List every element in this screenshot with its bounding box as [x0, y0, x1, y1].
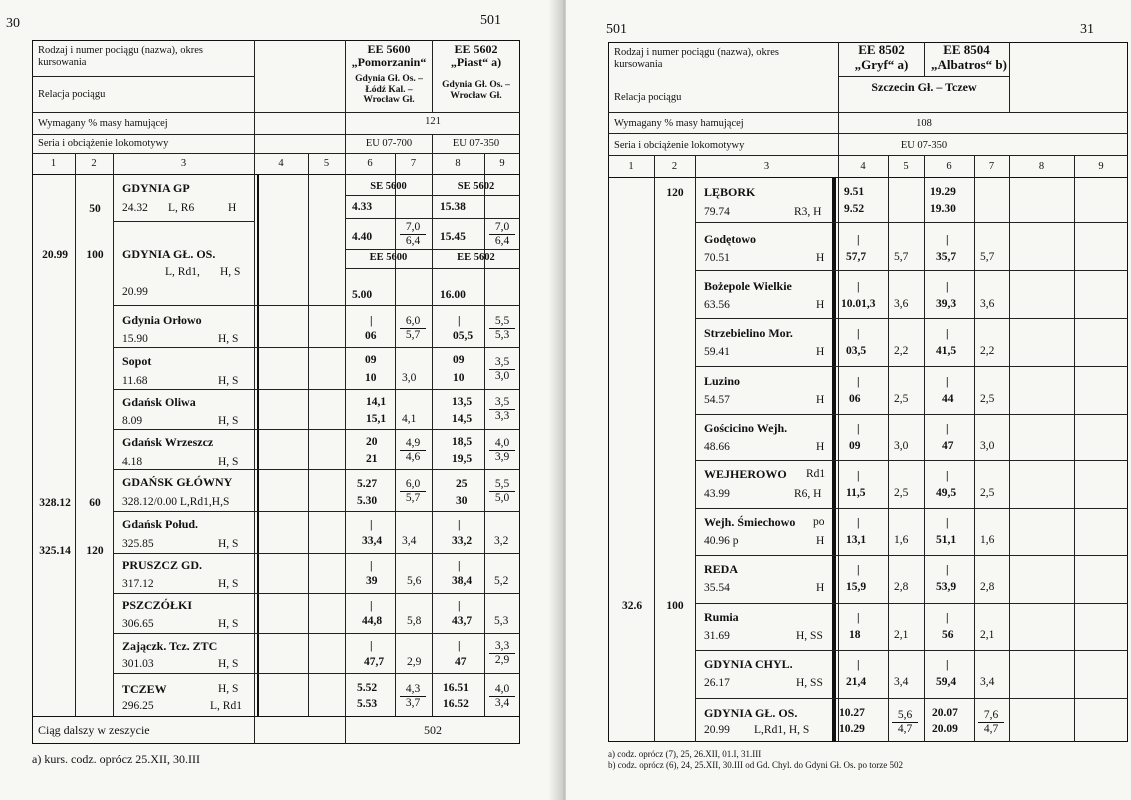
station-name: Luzino — [704, 374, 741, 388]
train-subnumber: SE 5600 — [370, 181, 407, 192]
time: 10 — [453, 372, 465, 384]
footnote-b: b) codz. oprócz (6), 24, 25.XII, 30.III od Gd. Chyl. do Gdyni Gł. Os. po torze 502 — [608, 760, 903, 770]
time: 10.29 — [839, 723, 865, 735]
station-code: H, S — [218, 578, 239, 590]
station-code: H — [816, 441, 825, 453]
pass-mark: | — [857, 659, 860, 671]
train-subnumber: EE 5600 — [369, 252, 408, 263]
run-time: 2,5 — [894, 487, 909, 499]
station-name: LĘBORK — [704, 185, 756, 199]
run-time-fraction: $\frac{5,5}{5,0}$ — [489, 478, 515, 505]
station-km: 8.09 — [122, 415, 143, 427]
train-name: „Piast“ a) — [450, 55, 502, 69]
col-num: 1 — [50, 158, 57, 169]
col-num: 2 — [671, 161, 678, 172]
train-number: EE 8504 — [943, 42, 990, 57]
station-name: Strzebielino Mor. — [704, 326, 793, 340]
col-num: 5 — [323, 158, 330, 169]
station-name: Gdańsk Połud. — [122, 517, 199, 531]
station-name: Wejh. Śmiechowo — [704, 515, 796, 529]
footnote: a) kurs. codz. oprócz 25.XII, 30.III — [32, 752, 200, 766]
footnote-a: a) codz. oprócz (7), 25, 26.XII, 01.I, 31.III — [608, 749, 762, 759]
station-km: 11.68 — [122, 375, 148, 387]
time: 5.53 — [357, 698, 378, 710]
speed-value: 120 — [666, 187, 684, 199]
time: 44 — [942, 393, 954, 405]
station-code: H — [816, 582, 825, 594]
pass-mark: | — [946, 612, 949, 624]
pass-mark: | — [458, 315, 461, 327]
station-code: L,Rd1, H, S — [754, 724, 810, 736]
run-time: 1,6 — [894, 534, 909, 546]
time: 18,5 — [452, 436, 473, 448]
pass-mark: | — [458, 560, 461, 572]
time: 09 — [365, 354, 377, 366]
train-number: EE 5602 — [454, 42, 498, 56]
run-time: 2,5 — [894, 393, 909, 405]
run-time-fraction: $\frac{5,6}{4,7}$ — [892, 709, 918, 736]
time: 20.09 — [932, 723, 958, 735]
station-name: WEJHEROWO — [704, 467, 787, 481]
time: 39,3 — [936, 298, 957, 310]
time: 9.51 — [844, 186, 865, 198]
time: 14,5 — [452, 413, 473, 425]
station-km: 54.57 — [704, 394, 730, 406]
time: 19.29 — [930, 186, 956, 198]
col-num: 9 — [1098, 161, 1104, 172]
station-km: 43.99 — [704, 488, 730, 500]
time: 10.01,3 — [841, 298, 876, 310]
run-time: 2,1 — [980, 629, 995, 641]
header-brake-label: Wymagany % masy hamującej — [614, 118, 744, 129]
station-km: 15.90 — [122, 333, 148, 345]
time: 15.38 — [440, 201, 466, 213]
train-name: „Gryf“ a) — [854, 57, 909, 72]
station-code: H — [816, 535, 825, 547]
station-km: 24.32 — [122, 202, 148, 214]
train-name: „Albatros“ b) — [931, 57, 1007, 72]
relation-value: Szczecin Gł. – Tczew — [871, 80, 977, 94]
run-time: 3,4 — [402, 535, 417, 547]
train-number: EE 8502 — [858, 42, 905, 57]
pass-mark: | — [857, 234, 860, 246]
station-code: H, S — [220, 266, 241, 278]
station-code: H, SS — [796, 677, 823, 689]
km-value: 325.14 — [39, 545, 71, 557]
run-time-fraction: $\frac{4,0}{3,9}$ — [489, 437, 515, 464]
time: 5.00 — [352, 289, 373, 301]
col-num: 8 — [455, 158, 461, 169]
run-time: 4,1 — [402, 413, 417, 425]
time: 4.33 — [352, 201, 373, 213]
station-km: 79.74 — [704, 206, 730, 218]
station-code: H, S — [218, 538, 239, 550]
run-time: 3,6 — [980, 298, 995, 310]
km-value: 328.12 — [39, 497, 71, 509]
station-code: H, S — [218, 333, 239, 345]
run-time-fraction: $\frac{7,0}{6,4}$ — [489, 221, 515, 248]
run-time: 3,4 — [980, 676, 995, 688]
station-info: L, R6 — [168, 202, 195, 214]
col-num: 8 — [1038, 161, 1045, 172]
col-num: 4 — [278, 158, 284, 169]
right-page — [566, 0, 1131, 800]
train-subnumber: SE 5602 — [457, 181, 495, 192]
station-code: H — [816, 394, 825, 406]
run-time: 2,2 — [894, 345, 909, 357]
train-name: „Pomorzanin“ — [351, 55, 427, 69]
time: 49,5 — [936, 487, 957, 499]
run-time-fraction: $\frac{7,0}{6,4}$ — [400, 221, 426, 248]
time: 16.51 — [443, 682, 469, 694]
station-name: Godętowo — [704, 232, 756, 246]
station-name: GDYNIA GŁ. OS. — [704, 706, 798, 720]
time: 39 — [366, 575, 378, 587]
run-time-fraction: $\frac{4,0}{3,4}$ — [489, 683, 515, 710]
station-name: Rumia — [704, 610, 739, 624]
series-value: EU 07-350 — [900, 140, 948, 151]
station-km: 328.12/0.00 L,Rd1,H,S — [122, 496, 230, 508]
col-num: 7 — [410, 158, 417, 169]
run-time: 5,6 — [407, 575, 422, 587]
pass-mark: | — [857, 328, 860, 340]
run-time-fraction: $\frac{5,5}{5,3}$ — [489, 315, 515, 342]
time: 57,7 — [846, 251, 867, 263]
run-time: 2,5 — [980, 487, 995, 499]
station-km: 301.03 — [122, 658, 154, 670]
run-time: 2,5 — [980, 393, 995, 405]
pass-mark: | — [857, 470, 860, 482]
time: 18 — [849, 629, 861, 641]
col-num: 1 — [628, 161, 634, 172]
run-time: 2,1 — [894, 629, 909, 641]
station-km: 306.65 — [122, 618, 154, 630]
time: 21,4 — [846, 676, 867, 688]
time: 30 — [456, 495, 468, 507]
km-value: 32.6 — [621, 600, 643, 612]
station-code: R6, H — [794, 488, 822, 500]
header-relation-label: Relacja pociągu — [38, 89, 106, 100]
series-value: EU 07-700 — [365, 138, 413, 149]
station-code: H, S — [218, 683, 239, 695]
time: 47,7 — [364, 656, 385, 668]
col-num: 7 — [988, 161, 995, 172]
station-km: 296.25 — [122, 700, 154, 712]
station-km: 70.51 — [704, 252, 730, 264]
col-num: 6 — [946, 161, 952, 172]
run-time: 2,8 — [980, 581, 995, 593]
pass-mark: | — [857, 281, 860, 293]
page-number: 30 — [6, 16, 20, 31]
run-time-fraction: $\frac{3,5}{3,3}$ — [489, 396, 515, 423]
station-name: Gdańsk Wrzeszcz — [122, 435, 214, 449]
pass-mark: | — [458, 519, 461, 531]
continue-label: Ciąg dalszy w zeszycie — [38, 723, 150, 737]
pass-mark: | — [370, 560, 373, 572]
run-time-fraction: $\frac{6,0}{5,7}$ — [400, 315, 426, 342]
station-km: 325.85 — [122, 538, 154, 550]
station-code: H — [816, 252, 825, 264]
station-name: Gdańsk Oliwa — [122, 395, 196, 409]
brake-value: 108 — [916, 118, 932, 129]
time: 19,5 — [452, 453, 473, 465]
pass-mark: | — [946, 564, 949, 576]
header-series-label: Seria i obciążenie lokomotywy — [38, 138, 169, 149]
pass-mark: | — [946, 281, 949, 293]
time: 09 — [849, 440, 861, 452]
run-time: 2,2 — [980, 345, 995, 357]
station-name: GDAŃSK GŁÓWNY — [122, 475, 233, 489]
run-time: 5,3 — [494, 615, 509, 627]
header-train-label: Rodzaj i numer pociągu (nazwa), okres kursowania — [38, 45, 204, 68]
run-time-fraction: $\frac{6,0}{5,7}$ — [400, 478, 426, 505]
station-name: Gdynia Orłowo — [122, 313, 202, 327]
run-time-fraction: $\frac{4,9}{4,6}$ — [400, 437, 426, 464]
time: 06 — [849, 393, 861, 405]
pass-mark: | — [946, 234, 949, 246]
time: 51,1 — [936, 534, 957, 546]
station-name: REDA — [704, 562, 739, 576]
col-num: 2 — [91, 158, 97, 169]
station-name: Sopot — [122, 354, 152, 368]
page-number: 31 — [1080, 22, 1094, 37]
time: 15.45 — [440, 231, 466, 243]
time: 5.27 — [357, 478, 378, 490]
station-code: H — [816, 299, 825, 311]
station-code: H, S — [218, 456, 239, 468]
time: 4.40 — [352, 231, 373, 243]
time: 03,5 — [846, 345, 867, 357]
speed-value: 100 — [666, 600, 684, 612]
run-time-fraction: $\frac{3,3}{2,9}$ — [489, 640, 515, 667]
station-km: 63.56 — [704, 299, 730, 311]
station-code: H, S — [218, 658, 239, 670]
station-code: H — [816, 346, 825, 358]
time: 5.52 — [357, 682, 378, 694]
pass-mark: | — [946, 659, 949, 671]
station-code: H, S — [218, 618, 239, 630]
time: 35,7 — [936, 251, 957, 263]
left-page — [0, 0, 562, 800]
station-km: 317.12 — [122, 578, 154, 590]
time: 19.30 — [930, 203, 956, 215]
time: 06 — [365, 330, 377, 342]
series-value: EU 07-350 — [452, 138, 500, 149]
pass-mark: | — [857, 376, 860, 388]
continue-value: 502 — [424, 723, 442, 737]
pass-mark: | — [857, 612, 860, 624]
km-value: 50 — [89, 203, 101, 215]
time: 16.00 — [440, 289, 466, 301]
station-name: PRUSZCZ GD. — [122, 558, 203, 572]
station-km: 4.18 — [122, 456, 143, 468]
station-km: 48.66 — [704, 441, 730, 453]
station-code: H, S — [218, 375, 239, 387]
pass-mark: | — [946, 423, 949, 435]
header-train-label: Rodzaj i numer pociągu (nazwa), okres kursowania — [614, 47, 780, 70]
pass-mark: | — [458, 600, 461, 612]
col-num: 3 — [180, 158, 187, 169]
speed-value: 120 — [86, 545, 104, 557]
time: 20 — [366, 436, 378, 448]
pass-mark: | — [370, 600, 373, 612]
train-relation: Gdynia Gł. Os. – Wrocław Gł. — [442, 80, 510, 101]
speed-value: 60 — [89, 497, 101, 509]
col-num: 5 — [903, 161, 909, 172]
page-number-secondary: 501 — [480, 13, 501, 28]
run-time: 3,6 — [894, 298, 909, 310]
time: 09 — [453, 354, 465, 366]
run-time-fraction: $\frac{7,6}{4,7}$ — [978, 709, 1004, 736]
time: 10.27 — [839, 707, 865, 719]
station-name: GDYNIA GP — [122, 181, 190, 195]
pass-mark: | — [946, 517, 949, 529]
run-time: 3,4 — [894, 676, 909, 688]
station-name: Gościcino Wejh. — [704, 421, 788, 435]
station-extra: Rd1 — [806, 468, 826, 480]
run-time: 3,0 — [980, 440, 995, 452]
station-km: 35.54 — [704, 582, 730, 594]
time: 25 — [456, 478, 468, 490]
pass-mark: | — [370, 640, 373, 652]
time: 41,5 — [936, 345, 957, 357]
col-num: 9 — [499, 158, 505, 169]
time: 5.30 — [357, 495, 378, 507]
col-num: 4 — [860, 161, 866, 172]
speed-value: 100 — [86, 249, 104, 261]
pass-mark: | — [370, 315, 373, 327]
station-extra: po — [813, 516, 825, 528]
run-time: 5,7 — [894, 251, 909, 263]
pass-mark: | — [946, 470, 949, 482]
run-time: 2,8 — [894, 581, 909, 593]
station-name: GDYNIA GŁ. OS. — [122, 247, 216, 261]
pass-mark: | — [370, 519, 373, 531]
header-relation-label: Relacja pociągu — [614, 92, 682, 103]
time: 13,1 — [846, 534, 867, 546]
header-brake-label: Wymagany % masy hamującej — [38, 118, 168, 129]
time: 21 — [366, 453, 378, 465]
time: 47 — [455, 656, 467, 668]
col-num: 6 — [367, 158, 373, 169]
station-km: 26.17 — [704, 677, 730, 689]
station-name: PSZCZÓŁKI — [122, 598, 193, 612]
pass-mark: | — [857, 564, 860, 576]
train-relation: Gdynia Gł. Os. – Łódź Kal. – Wrocław Gł. — [355, 74, 423, 105]
station-km: 20.99 — [122, 286, 148, 298]
time: 53,9 — [936, 581, 957, 593]
time: 47 — [942, 440, 954, 452]
run-time: 3,0 — [402, 372, 417, 384]
time: 59,4 — [936, 676, 957, 688]
time: 38,4 — [452, 575, 473, 587]
pass-mark: | — [946, 376, 949, 388]
train-subnumber: EE 5602 — [457, 252, 495, 263]
station-name: TCZEW — [122, 682, 167, 696]
run-time: 2,9 — [407, 656, 422, 668]
time: 16.52 — [443, 698, 469, 710]
time: 9.52 — [844, 203, 865, 215]
run-time: 5,2 — [494, 575, 509, 587]
station-km: 40.96 p — [704, 535, 739, 547]
time: 33,4 — [362, 535, 383, 547]
station-code: R3, H — [794, 206, 822, 218]
station-info: L, Rd1 — [210, 700, 242, 712]
time: 14,1 — [366, 396, 387, 408]
station-km: 59.41 — [704, 346, 730, 358]
station-code: H, SS — [796, 630, 823, 642]
run-time-fraction: $\frac{3,5}{3,0}$ — [489, 356, 515, 383]
pass-mark: | — [946, 328, 949, 340]
station-km: 20.99 — [704, 724, 730, 736]
time: 20.07 — [932, 707, 958, 719]
run-time: 3,2 — [494, 535, 509, 547]
station-code: H, S — [218, 415, 239, 427]
time: 56 — [942, 629, 954, 641]
time: 11,5 — [846, 487, 866, 499]
station-code: H — [228, 202, 237, 214]
time: 33,2 — [452, 535, 473, 547]
time: 15,1 — [366, 413, 387, 425]
pass-mark: | — [857, 517, 860, 529]
station-km: 31.69 — [704, 630, 730, 642]
brake-value: 121 — [425, 116, 441, 127]
pass-mark: | — [458, 640, 461, 652]
run-time: 3,0 — [894, 440, 909, 452]
time: 13,5 — [452, 396, 473, 408]
time: 05,5 — [453, 330, 474, 342]
station-info: L, Rd1, — [165, 266, 200, 278]
km-value: 20.99 — [42, 249, 68, 261]
time: 44,8 — [362, 615, 383, 627]
time: 43,7 — [452, 615, 473, 627]
run-time: 5,7 — [980, 251, 995, 263]
col-num: 3 — [763, 161, 770, 172]
station-name: Zajączk. Tcz. ZTC — [122, 639, 218, 653]
time: 15,9 — [846, 581, 867, 593]
page-number-secondary: 501 — [606, 22, 627, 37]
station-name: GDYNIA CHYL. — [704, 657, 793, 671]
pass-mark: | — [857, 423, 860, 435]
header-series-label: Seria i obciążenie lokomotywy — [614, 140, 745, 151]
run-time-fraction: $\frac{4,3}{3,7}$ — [400, 683, 426, 710]
time: 10 — [365, 372, 377, 384]
run-time: 1,6 — [980, 534, 995, 546]
run-time: 5,8 — [407, 615, 422, 627]
train-number: EE 5600 — [367, 42, 411, 56]
station-name: Bożepole Wielkie — [704, 279, 792, 293]
